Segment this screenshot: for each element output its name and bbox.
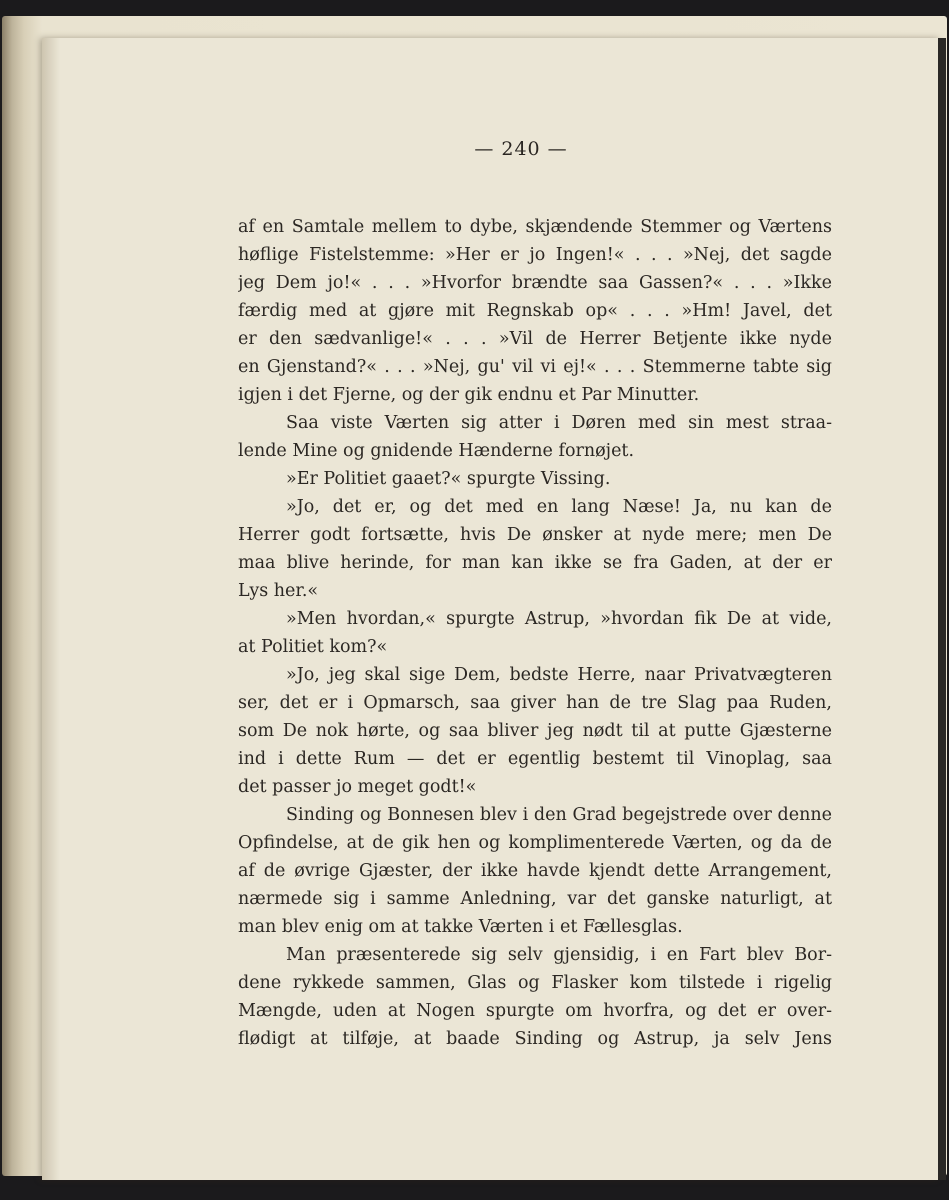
text-line: »Jo, jeg skal sige Dem, bedste Herre, naar Privatvægteren [286,665,832,685]
page-number-text: — 240 — [474,138,568,160]
text-line: Man præsenterede sig selv gjensidig, i en Fart blev Bor- [286,945,832,965]
text-line: »Er Politiet gaaet?« spurgte Vissing. [286,469,611,489]
text-line: er den sædvanlige!« . . . »Vil de Herrer Betjente ikke nyde [238,329,832,349]
text-line: Mængde, uden at Nogen spurgte om hvorfra, og det er over- [238,1001,832,1021]
text-line: man blev enig om at takke Værten i et Fællesglas. [238,917,683,937]
text-line: ind i dette Rum — det er egentlig bestemt til Vinoplag, saa [238,749,832,769]
text-line: Opfindelse, at de gik hen og komplimenterede Værten, og da de [238,833,832,853]
text-line: jeg Dem jo!« . . . »Hvorfor brændte saa Gassen?« . . . »Ikke [238,273,832,293]
text-line: lende Mine og gnidende Hænderne fornøjet. [238,441,635,461]
text-line: færdig med at gjøre mit Regnskab op« . . . »Hm! Javel, det [238,301,832,321]
text-line: nærmede sig i samme Anledning, var det ganske naturligt, at [238,889,832,909]
text-line: en Gjenstand?« . . . »Nej, gu' vil vi ej!« . . . Stemmerne tabte sig [238,357,832,377]
text-line: Sinding og Bonnesen blev i den Grad begejstrede over denne [286,805,832,825]
text-line: af de øvrige Gjæster, der ikke havde kjendt dette Arrangement, [238,861,832,881]
text-line: det passer jo meget godt!« [238,777,477,797]
text-line: ser, det er i Opmarsch, saa giver han de tre Slag paa Ruden, [238,693,832,713]
text-line: høflige Fistelstemme: »Her er jo Ingen!« . . . »Nej, det sagde [238,245,832,265]
text-line: »Jo, det er, og det med en lang Næse! Ja, nu kan de [286,497,832,517]
text-line: Saa viste Værten sig atter i Døren med sin mest straa- [286,413,832,433]
text-line: at Politiet kom?« [238,637,388,657]
text-line: Herrer godt fortsætte, hvis De ønsker at nyde mere; men De [238,525,832,545]
text-line: som De nok hørte, og saa bliver jeg nødt til at putte Gjæsterne [238,721,832,741]
book-page-stack [2,16,947,1176]
text-line: igjen i det Fjerne, og der gik endnu et Par Minutter. [238,385,700,405]
text-line: »Men hvordan,« spurgte Astrup, »hvordan fik De at vide, [286,609,832,629]
text-line: af en Samtale mellem to dybe, skjændende Stemmer og Værtens [238,217,832,237]
page-number [42,138,940,160]
book-page [42,38,940,1180]
text-line: Lys her.« [238,581,319,601]
body-text [238,213,832,1053]
text-line: maa blive herinde, for man kan ikke se fra Gaden, at der er [238,553,832,573]
text-line: dene rykkede sammen, Glas og Flasker kom tilstede i rigelig [238,973,832,993]
text-line: flødigt at tilføje, at baade Sinding og Astrup, ja selv Jens [238,1029,832,1049]
